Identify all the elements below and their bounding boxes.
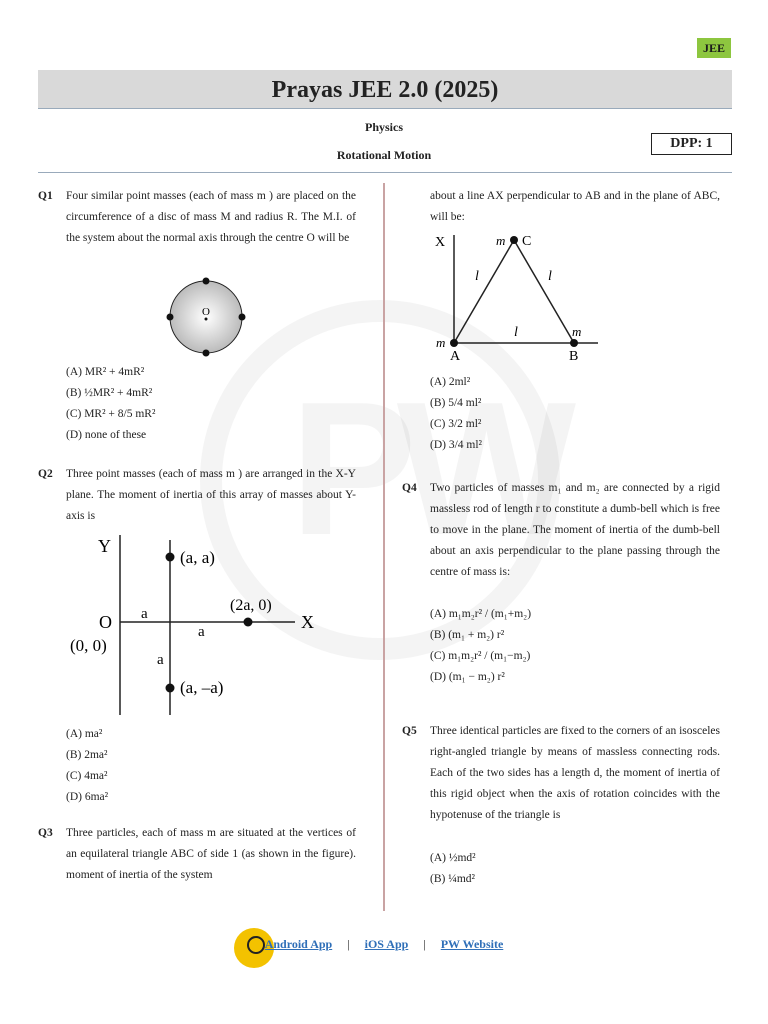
question-number: Q4	[402, 482, 417, 494]
separator: |	[347, 937, 350, 951]
xy-figure	[65, 530, 325, 720]
length-label: a	[141, 606, 148, 622]
question-text: Four similar point masses (each of mass m ) are placed on the circumference of a disc of mass M and radius R. The M.I. of the system about the normal axis through the centre O will be	[66, 190, 356, 244]
footer-links	[0, 937, 768, 952]
origin-coord-label: (0, 0)	[70, 636, 107, 655]
options-list	[66, 724, 108, 808]
vertex-label: B	[569, 349, 579, 364]
android-app-link[interactable]: Android App	[264, 937, 333, 951]
column-divider	[383, 183, 385, 911]
vertex-label: C	[522, 234, 532, 249]
point-label: (a, a)	[180, 548, 215, 567]
side-label: l	[548, 269, 552, 284]
divider	[38, 172, 732, 173]
option-d[interactable]: (D) 6ma²	[66, 791, 109, 803]
option-b[interactable]: (B) ½MR² + 4mR²	[66, 387, 153, 399]
options-list	[430, 372, 482, 456]
ios-app-link[interactable]: iOS App	[364, 937, 409, 951]
center-label: O	[202, 306, 210, 318]
option-a[interactable]: (A) 2ml²	[430, 376, 471, 388]
question-number: Q2	[38, 468, 53, 480]
length-label: a	[157, 652, 164, 668]
mass-label: m	[496, 233, 506, 248]
x-axis-label: X	[301, 612, 314, 632]
option-d[interactable]: (D) (m₁ − m₂) r²	[430, 671, 505, 683]
option-b[interactable]: (B) ¼md²	[430, 873, 475, 885]
y-axis-label: Y	[98, 536, 111, 556]
option-c[interactable]: (C) 4ma²	[66, 770, 108, 782]
axis-label: X	[435, 235, 446, 250]
question-number: Q1	[38, 190, 53, 202]
question-text: Three point masses (each of mass m ) are arranged in the X-Y plane. The moment of inertia of this array of masses about Y-axis is	[66, 468, 356, 522]
topic-label: Rotational Motion	[336, 148, 432, 162]
option-b[interactable]: (B) (m₁ + m₂) r²	[430, 629, 505, 641]
disc-figure	[160, 272, 255, 362]
options-list	[66, 362, 155, 446]
option-d[interactable]: (D) none of these	[66, 429, 147, 441]
option-c[interactable]: (C) MR² + 8/5 mR²	[66, 408, 156, 420]
option-a[interactable]: (A) ½md²	[430, 852, 476, 864]
question-text: Three particles, each of mass m are situated at the vertices of an equilateral triangle ABC of side 1 (as shown in the figure). moment of inertia of the system	[66, 827, 356, 881]
subject-label: Physics	[364, 120, 403, 134]
option-a[interactable]: (A) m₁m₂r² / (m₁+m₂)	[430, 608, 532, 620]
length-label: a	[198, 624, 205, 640]
point-label: (2a, 0)	[230, 597, 272, 614]
option-b[interactable]: (B) 5/4 ml²	[430, 397, 482, 409]
question-text: Two particles of masses m₁ and m₂ are connected by a rigid massless rod of length r to constitute a dumb-bell which is free to move in the plane. The moment of inertia of the dumb-bell about an axis perpendicular to the plane passing through the centre of mass is:	[430, 482, 720, 578]
point-label: (a, –a)	[180, 678, 224, 697]
option-a[interactable]: (A) ma²	[66, 728, 103, 740]
option-b[interactable]: (B) 2ma²	[66, 749, 108, 761]
question-text-continued: about a line AX perpendicular to AB and in the plane of ABC, will be:	[430, 190, 720, 223]
option-d[interactable]: (D) 3/4 ml²	[430, 439, 482, 451]
option-c[interactable]: (C) m₁m₂r² / (m₁−m₂)	[430, 650, 531, 662]
option-a[interactable]: (A) MR² + 4mR²	[66, 366, 145, 378]
vertex-label: A	[450, 349, 461, 364]
side-label: l	[514, 325, 518, 340]
exam-tag: JEE	[697, 38, 731, 58]
options-list	[430, 604, 531, 688]
mass-label: m	[572, 324, 582, 339]
page-title: Prayas JEE 2.0 (2025)	[38, 70, 732, 108]
pw-website-link[interactable]: PW Website	[440, 937, 504, 951]
question-text: Three identical particles are fixed to the corners of an isosceles right-angled triangle by means of massless connecting rods. Each of the two sides has a length d, the moment of inertia of this rigid object when the axis of rotation coincides with the hypotenuse of the triangle is	[430, 725, 720, 821]
question-number: Q3	[38, 827, 53, 839]
question-number: Q5	[402, 725, 417, 737]
side-label: l	[475, 269, 479, 284]
options-list	[430, 848, 476, 890]
mass-label: m	[436, 335, 446, 350]
divider	[38, 108, 732, 109]
separator: |	[423, 937, 426, 951]
option-c[interactable]: (C) 3/2 ml²	[430, 418, 482, 430]
triangle-figure	[430, 230, 610, 365]
origin-label: O	[99, 612, 112, 632]
dpp-badge: DPP: 1	[651, 133, 732, 155]
